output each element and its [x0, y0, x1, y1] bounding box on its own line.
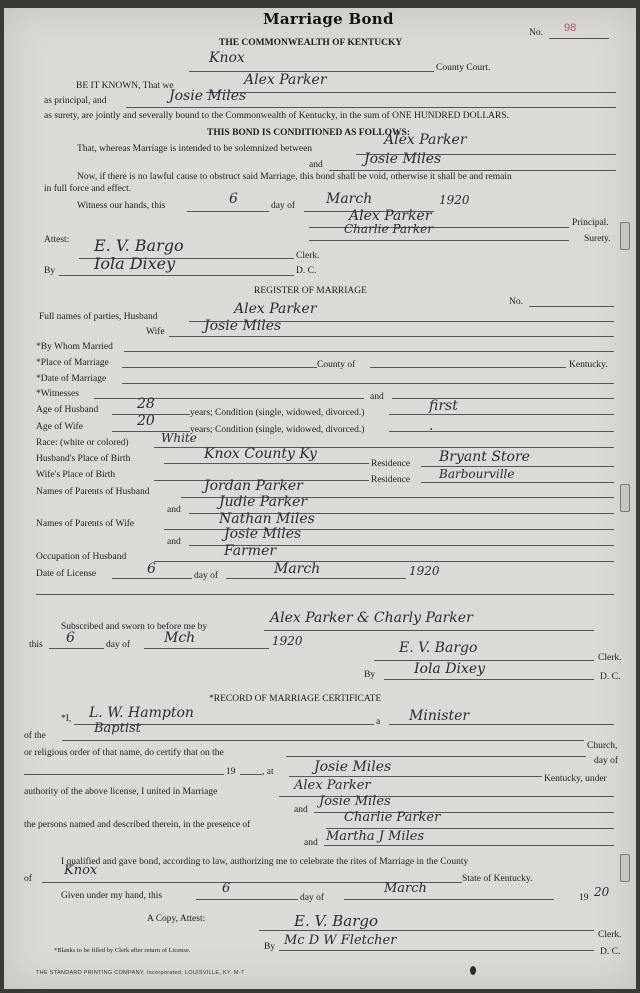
- conditioned-heading: THIS BOND IS CONDITIONED AS FOLLOWS:: [207, 128, 410, 138]
- given-year-prefix: 19: [579, 893, 589, 903]
- sworn-by-names: Alex Parker & Charly Parker: [270, 610, 473, 626]
- sworn-dc-label: D. C.: [600, 672, 621, 682]
- bond-county-of-label: of: [24, 874, 32, 884]
- officiant-role: Minister: [409, 708, 470, 724]
- full-names-label: Full names of parties, Husband: [39, 312, 158, 322]
- husband-father: Jordan Parker: [204, 478, 303, 494]
- age-husband-label: Age of Husband: [36, 405, 99, 415]
- wife-father: Nathan Miles: [219, 511, 315, 527]
- subscribed-text: Subscribed and sworn to before me by: [61, 622, 208, 632]
- witness-day: 6: [229, 191, 238, 207]
- document-title: Marriage Bond: [263, 10, 394, 28]
- husband-residence: Bryant Store: [439, 449, 530, 465]
- commonwealth-heading: THE COMMONWEALTH OF KENTUCKY: [219, 38, 403, 48]
- wife-residence: Barbourville: [439, 467, 515, 481]
- officiant-name: L. W. Hampton: [89, 705, 194, 721]
- binder-clip: [620, 222, 630, 250]
- copy-dc-signature: Mc D W Fletcher: [284, 933, 397, 948]
- sworn-this-label: this: [29, 640, 43, 650]
- wife-birth-label: Wife's Place of Birth: [36, 470, 116, 480]
- deputy-clerk-signature: Iola Dixey: [94, 254, 176, 273]
- parents-husband-label: Names of Parents of Husband: [36, 487, 150, 497]
- kentucky-label: Kentucky.: [569, 360, 608, 370]
- kentucky-under-label: Kentucky, under: [544, 774, 607, 784]
- husband-name: Alex Parker: [234, 301, 317, 317]
- binder-clip: [620, 854, 630, 882]
- wife-residence-label: Residence: [371, 475, 411, 485]
- principal-name: Alex Parker: [244, 72, 327, 88]
- certificate-i-label: *I,: [61, 714, 72, 724]
- party-two-name: Josie Miles: [364, 151, 442, 167]
- certificate-witness-one: Charlie Parker: [344, 810, 441, 825]
- sworn-day-of-label: day of: [106, 640, 131, 650]
- witness-and-label: and: [304, 838, 318, 848]
- copy-clerk-label: Clerk.: [598, 930, 622, 940]
- by-whom-label: *By Whom Married: [36, 342, 113, 352]
- condition-wife-label: years; Condition (single, widowed, divorced.): [190, 425, 365, 435]
- register-heading: REGISTER OF MARRIAGE: [254, 286, 367, 296]
- given-month: March: [384, 881, 427, 896]
- race-value: White: [161, 431, 197, 445]
- copy-attest-label: A Copy, Attest:: [147, 914, 206, 924]
- party-one-name: Alex Parker: [384, 132, 467, 148]
- and-label: and: [309, 160, 323, 170]
- principal-signature: Alex Parker: [349, 208, 432, 224]
- sworn-clerk-label: Clerk.: [598, 653, 622, 663]
- church-label: Church,: [587, 741, 618, 751]
- copy-dc-label: D. C.: [600, 947, 621, 957]
- dc-label: D. C.: [296, 266, 317, 276]
- certificate-day-of-label: day of: [594, 756, 619, 766]
- parents-wife-label: Names of Parents of Wife: [36, 519, 135, 529]
- attest-label: Attest:: [44, 235, 70, 245]
- condition-wife: .: [429, 418, 434, 434]
- race-label: Race: (white or colored): [36, 438, 129, 448]
- wife-label: Wife: [146, 327, 165, 337]
- marriage-bond-document: [4, 8, 636, 989]
- age-wife-label: Age of Wife: [36, 422, 83, 432]
- printer-imprint: THE STANDARD PRINTING COMPANY, Incorporated, LOUISVILLE, KY. M-7: [36, 970, 245, 976]
- united-party-one: Alex Parker: [294, 778, 371, 793]
- now-if-line-1: Now, if there is no lawful cause to obstruct said Marriage, this bond shall be void, otherwise it shall be and remain: [77, 172, 512, 182]
- husband-residence-label: Residence: [371, 459, 411, 469]
- as-principal-label: as principal, and: [44, 96, 107, 106]
- church-name: Baptist: [94, 721, 141, 736]
- condition-husband: first: [429, 398, 458, 414]
- license-day: 6: [147, 561, 156, 577]
- now-if-line-2: in full force and effect.: [44, 184, 132, 194]
- qualified-text: I qualified and gave bond, according to law, authorizing me to celebrate the rites of Marriage in the County: [61, 857, 469, 867]
- given-day-of-label: day of: [300, 893, 325, 903]
- witness-hands-label: Witness our hands, this: [77, 201, 166, 211]
- surety-text: as surety, are jointly and severally bound to the Commonwealth of Kentucky, in the sum of ONE HUNDRED DOLLARS.: [44, 111, 509, 121]
- wife-name: Josie Miles: [204, 318, 282, 334]
- given-year: 20: [594, 885, 610, 899]
- presence-text: the persons named and described therein, in the presence of: [24, 820, 251, 830]
- certificate-at-label: , at: [262, 767, 274, 777]
- license-year: 1920: [409, 564, 440, 578]
- husband-birth-label: Husband's Place of Birth: [36, 454, 131, 464]
- occupation-value: Farmer: [224, 543, 277, 559]
- certificate-heading: *RECORD OF MARRIAGE CERTIFICATE: [209, 694, 382, 704]
- license-month: March: [274, 561, 321, 577]
- parents-husband-and-label: and: [167, 505, 181, 515]
- county-value: Knox: [209, 50, 245, 66]
- wife-mother: Josie Miles: [224, 526, 302, 542]
- occupation-label: Occupation of Husband: [36, 552, 127, 562]
- bond-number-value: 98: [564, 22, 577, 34]
- copy-clerk-signature: E. V. Bargo: [294, 912, 379, 930]
- copy-by-label: By: [264, 942, 276, 952]
- sworn-by-label: By: [364, 670, 376, 680]
- license-date-label: Date of License: [36, 569, 97, 579]
- united-and-label: and: [294, 805, 308, 815]
- by-label: By: [44, 266, 56, 276]
- ink-spot: [470, 966, 476, 975]
- witness-year: 1920: [439, 193, 470, 207]
- given-day: 6: [222, 881, 231, 896]
- age-wife: 20: [137, 413, 155, 429]
- footnote-text: *Blanks to be filled by Clerk after return of License.: [54, 947, 191, 954]
- certificate-a-label: a: [376, 717, 381, 727]
- sworn-clerk-signature: E. V. Bargo: [399, 640, 478, 656]
- witness-day-of-label: day of: [271, 201, 296, 211]
- husband-mother: Judie Parker: [219, 494, 308, 510]
- principal-label: Principal.: [572, 218, 609, 228]
- marriage-location: Josie Miles: [314, 759, 392, 775]
- parents-wife-and-label: and: [167, 537, 181, 547]
- certificate-witness-two: Martha J Miles: [326, 829, 425, 844]
- county-court-label: County Court.: [436, 63, 491, 73]
- age-husband: 28: [137, 396, 155, 412]
- state-of-kentucky-label: State of Kentucky.: [462, 874, 533, 884]
- be-it-known-label: BE IT KNOWN, That we: [76, 81, 174, 91]
- of-the-label: of the: [24, 731, 46, 741]
- whereas-text: That, whereas Marriage is intended to be solemnized between: [77, 144, 313, 154]
- clerk-signature: E. V. Bargo: [94, 236, 184, 255]
- license-day-of-label: day of: [194, 571, 219, 581]
- bond-number-label: No.: [529, 28, 543, 38]
- certificate-nineteen: 19: [226, 767, 236, 777]
- surety-label: Surety.: [584, 234, 611, 244]
- register-no-label: No.: [509, 297, 523, 307]
- surety-signature: Charlie Parker: [344, 222, 433, 236]
- county-of-label: County of: [317, 360, 356, 370]
- clerk-label: Clerk.: [296, 251, 320, 261]
- united-party-two: Josie Miles: [319, 794, 391, 809]
- condition-husband-label: years; Condition (single, widowed, divorced.): [190, 408, 365, 418]
- sworn-year: 1920: [272, 634, 303, 648]
- sworn-day: 6: [66, 630, 75, 646]
- binder-clip: [620, 484, 630, 512]
- place-of-marriage-label: *Place of Marriage: [36, 358, 109, 368]
- witnesses-label: *Witnesses: [36, 389, 79, 399]
- sworn-month: Mch: [164, 630, 196, 646]
- authority-text: authority of the above license, I united in Marriage: [24, 787, 218, 797]
- surety-name: Josie Miles: [169, 88, 247, 104]
- date-of-marriage-label: *Date of Marriage: [36, 374, 107, 384]
- witnesses-and-label: and: [370, 392, 384, 402]
- bond-county: Knox: [64, 863, 98, 878]
- given-hand-label: Given under my hand, this: [61, 891, 163, 901]
- religious-order-text: or religious order of that name, do certify that on the: [24, 748, 224, 758]
- husband-birthplace: Knox County Ky: [204, 446, 317, 462]
- witness-month: March: [326, 191, 373, 207]
- sworn-dc-signature: Iola Dixey: [414, 661, 486, 677]
